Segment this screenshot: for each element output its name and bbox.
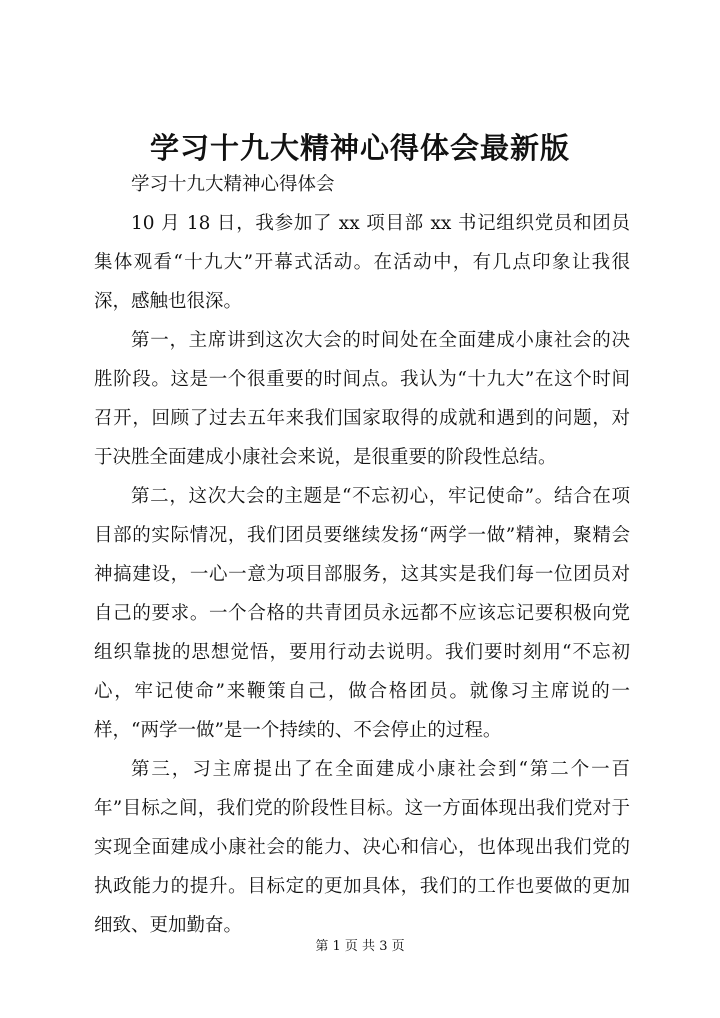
document-title: 学习十九大精神心得体会最新版 (149, 131, 570, 165)
paragraph-1: 10 月 18 日，我参加了 xx 项目部 xx 书记组织党员和团员集体观看“十九大”开幕式活动。在活动中，有几点印象让我很深，感触也很深。 (94, 213, 630, 312)
paragraph-subtitle: 学习十九大精神心得体会 (131, 174, 335, 195)
paragraph-3: 第二，这次大会的主题是“不忘初心，牢记使命”。结合在项目部的实际情况，我们团员要继续发扬“两学一做”精神，聚精会神搞建设，一心一意为项目部服务，这其实是我们每一位团员对自己的要求。一个合格的共青团员永远都不应该忘记要积极向党组织靠拢的思想觉悟，要用行动去说明。我们要时刻用“不忘初心，牢记使命”来鞭策自己，做合格团员。就像习主席说的一样，“两学一做”是一个持续的、不会停止的过程。 (94, 486, 630, 741)
paragraph-2: 第一，主席讲到这次大会的时间处在全面建成小康社会的决胜阶段。这是一个很重要的时间点。我认为“十九大”在这个时间召开，回顾了过去五年来我们国家取得的成就和遇到的问题，对于决胜全面建成小康社会来说，是很重要的阶段性总结。 (94, 330, 630, 468)
document-body (94, 165, 630, 945)
paragraph-4: 第三，习主席提出了在全面建成小康社会到“第二个一百年”目标之间，我们党的阶段性目标。这一方面体现出我们党对于实现全面建成小康社会的能力、决心和信心，也体现出我们党的执政能力的提升。目标定的更加具体，我们的工作也要做的更加细致、更加勤奋。 (94, 759, 630, 936)
page-footer: 第 1 页 共 3 页 (315, 939, 405, 954)
